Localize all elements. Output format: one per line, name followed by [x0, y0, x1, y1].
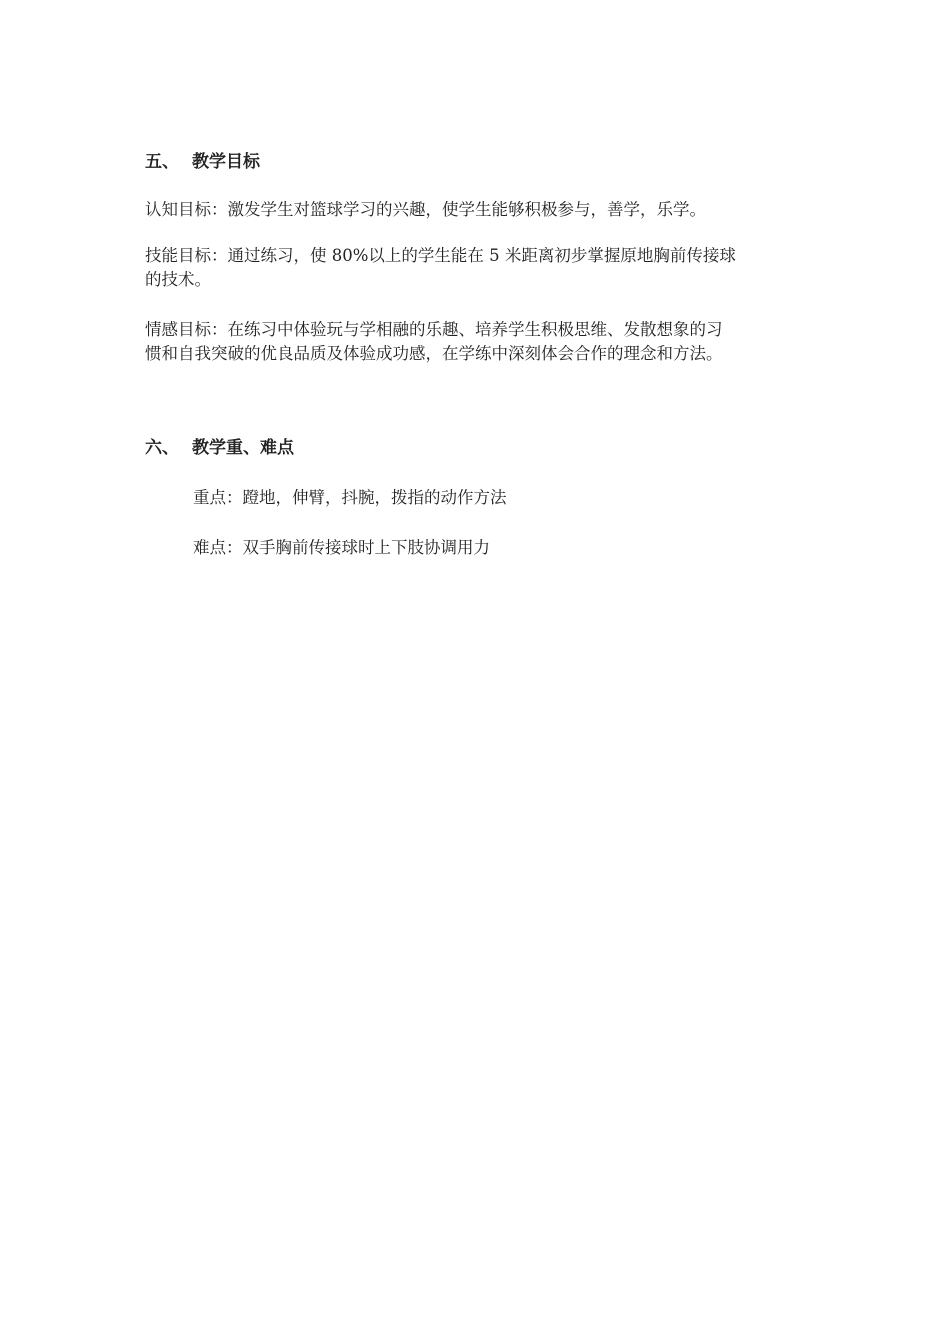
paragraph-line: 的技术。	[145, 270, 211, 289]
difficult-point-line: 难点：双手胸前传接球时上下肢协调用力	[193, 538, 490, 557]
paragraph-line: 认知目标：激发学生对篮球学习的兴趣，使学生能够积极参与，善学，乐学。	[145, 200, 706, 219]
section-heading-teaching-objectives	[145, 150, 260, 174]
key-point-line: 重点：蹬地，伸臂，抖腕，拨指的动作方法	[193, 488, 507, 507]
section-number: 六、	[145, 438, 179, 458]
paragraph-line: 技能目标：通过练习，使 80%以上的学生能在 5 米距离初步掌握原地胸前传接球	[145, 246, 736, 265]
section-title: 教学重、难点	[192, 438, 294, 458]
paragraph-line: 情感目标：在练习中体验玩与学相融的乐趣、培养学生积极思维、发散想象的习	[145, 320, 723, 339]
skill-objective-paragraph	[145, 244, 813, 292]
section-number: 五、	[145, 152, 179, 172]
section-heading-key-difficult-points	[145, 436, 294, 460]
paragraph-line: 惯和自我突破的优良品质及体验成功感，在学练中深刻体会合作的理念和方法。	[145, 344, 723, 363]
cognitive-objective-paragraph	[145, 198, 813, 222]
emotional-objective-paragraph	[145, 318, 813, 366]
section-title: 教学目标	[192, 152, 260, 172]
